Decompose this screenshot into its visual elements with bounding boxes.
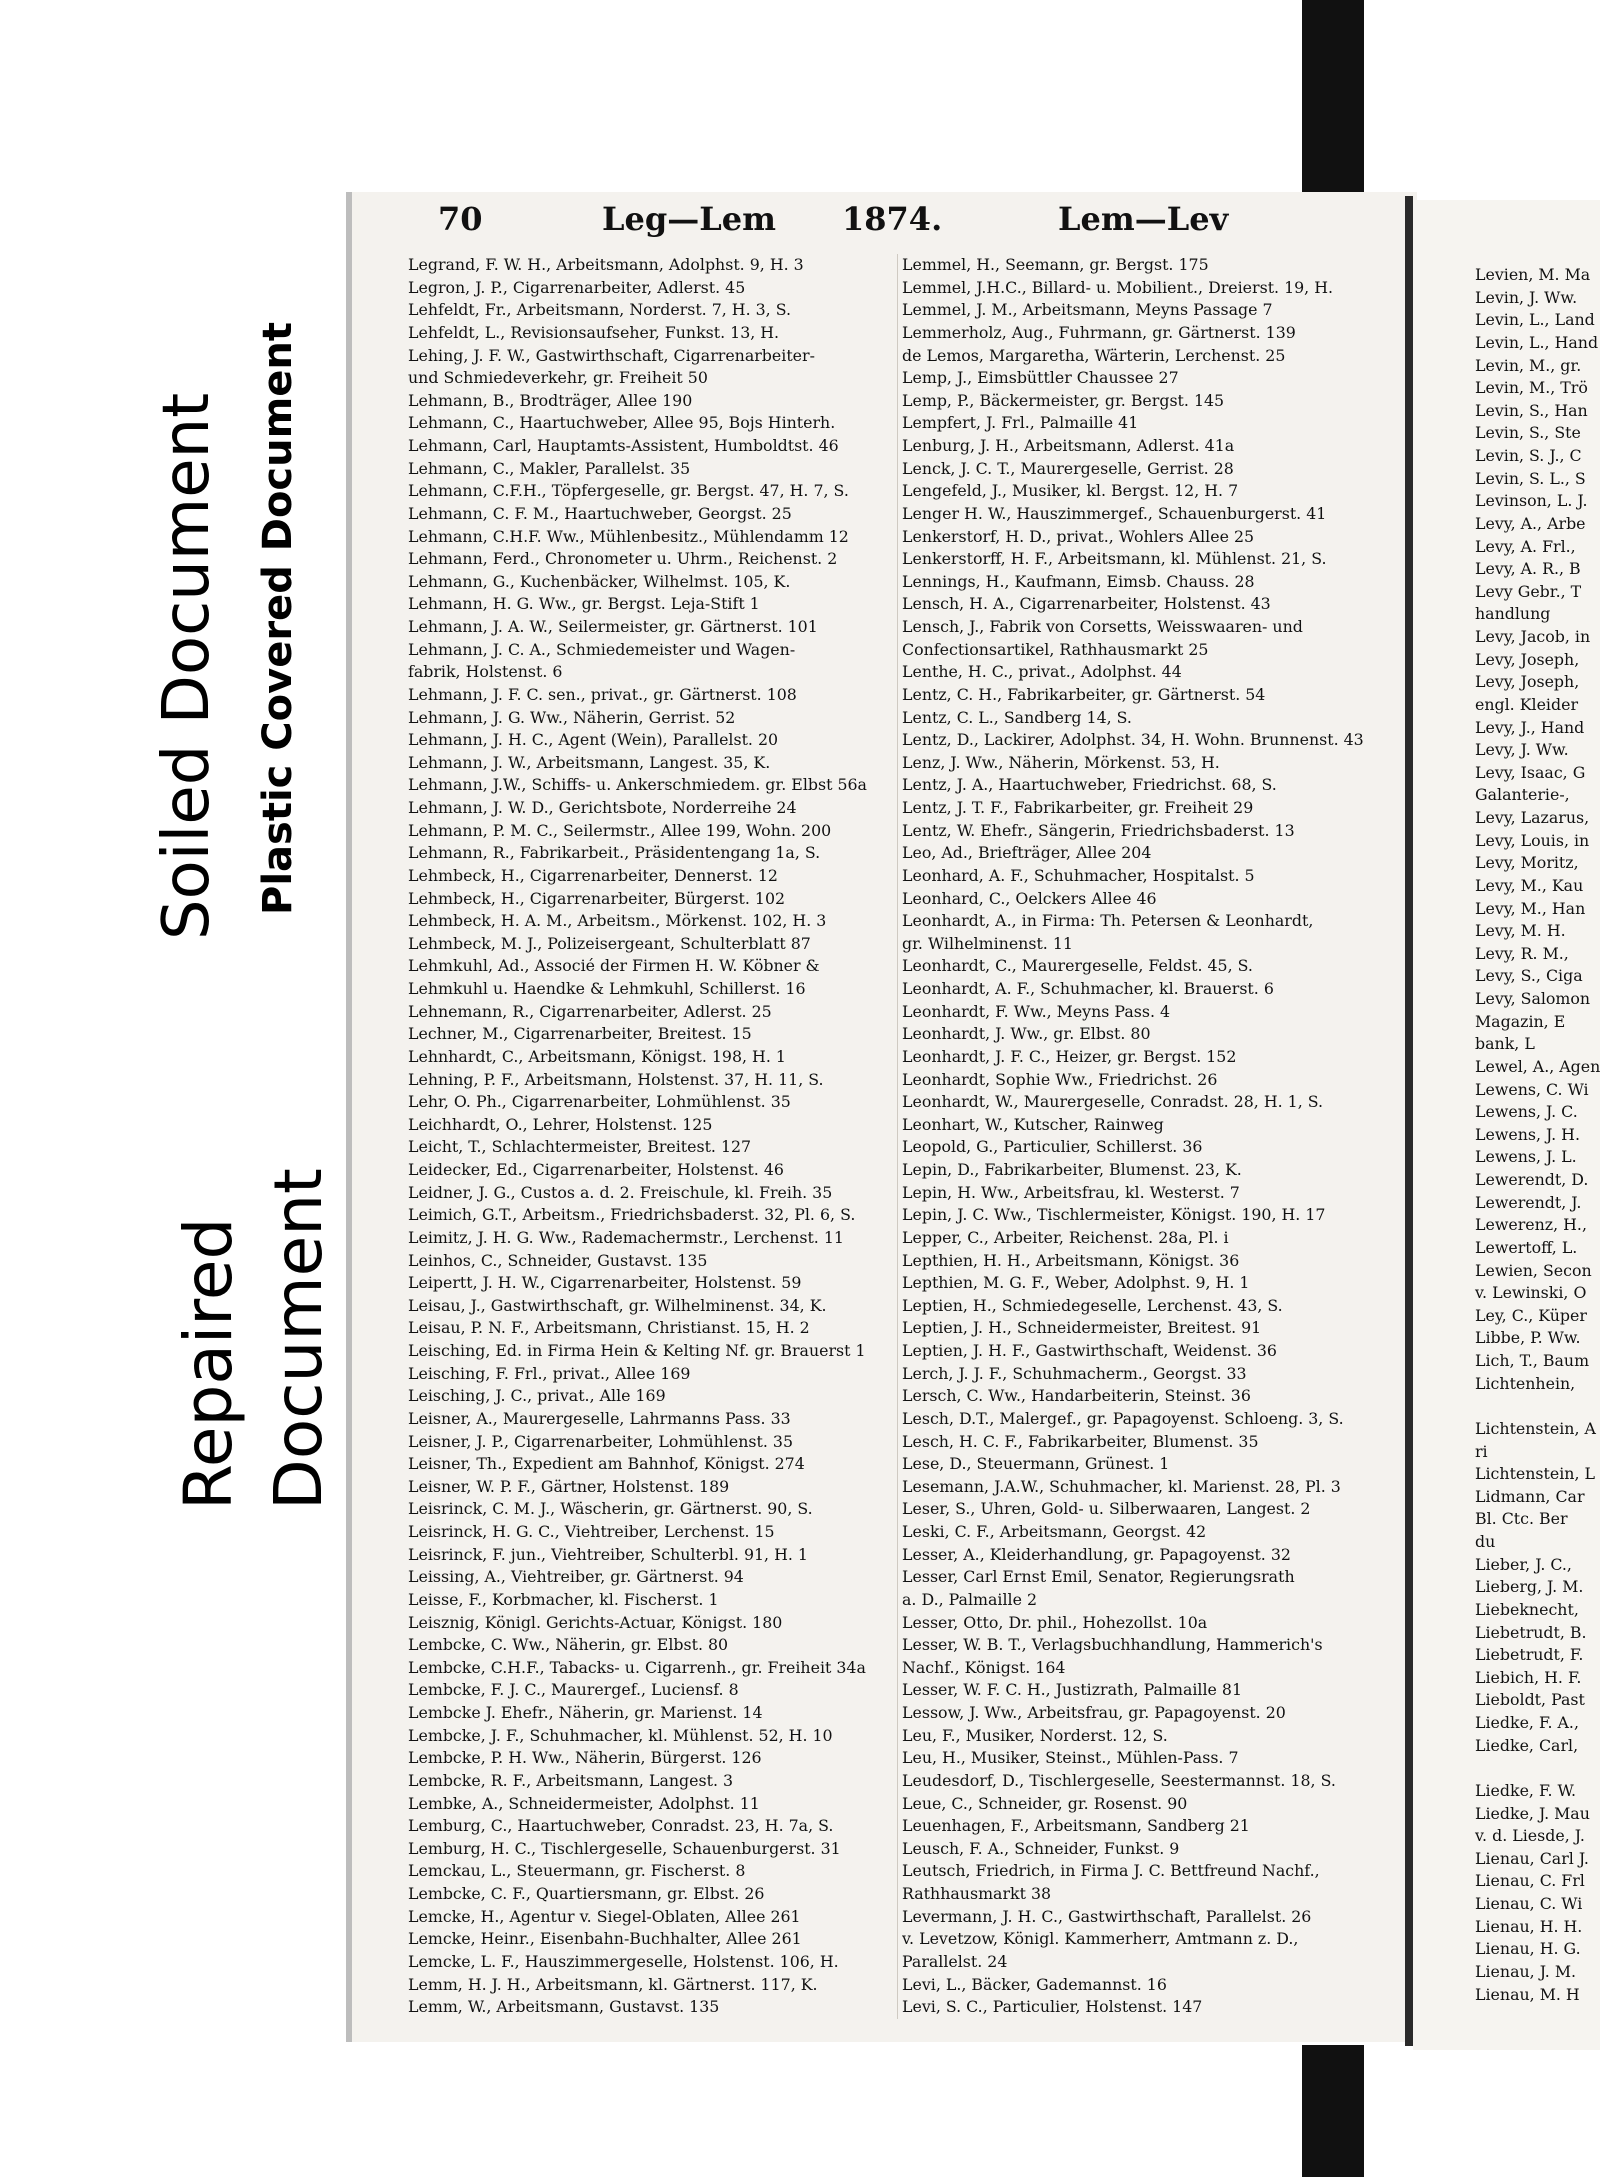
directory-entry-fragment: Liebetrudt, B.: [1475, 1622, 1587, 1642]
directory-entry-fragment: Liebeknecht,: [1475, 1599, 1579, 1619]
directory-entry: Leue, C., Schneider, gr. Rosenst. 90: [902, 1793, 1188, 1813]
directory-entry: Leptien, J. H., Schneidermeister, Breitest. 91: [902, 1318, 1262, 1338]
directory-page: [346, 192, 1417, 2042]
directory-entry-fragment: Levin, L., Hand: [1475, 332, 1599, 352]
directory-entry-fragment: Libbe, P. Ww.: [1475, 1328, 1581, 1348]
directory-entry: Lembcke, J. F., Schuhmacher, kl. Mühlenst. 52, H. 10: [408, 1725, 833, 1745]
directory-entry: Lentz, C. L., Sandberg 14, S.: [902, 707, 1132, 727]
directory-entry: Lembke, A., Schneidermeister, Adolphst. 11: [408, 1793, 760, 1813]
directory-entry: Lemburg, H. C., Tischlergeselle, Schauenburgerst. 31: [408, 1838, 841, 1858]
directory-entry-fragment: [1413, 1757, 1600, 1780]
directory-entry-fragment: Levy, S., Ciga: [1475, 966, 1583, 986]
directory-entry-fragment: Lich, T., Baum: [1475, 1351, 1590, 1370]
directory-entry: Lehmann, J. G. Ww., Näherin, Gerrist. 52: [408, 707, 736, 727]
directory-entry: Lesser, W. B. T., Verlagsbuchhandlung, Hammerich's: [902, 1635, 1323, 1655]
directory-entry: Lemmel, J.H.C., Billard- u. Mobilient., Dreierst. 19, H.: [902, 277, 1334, 297]
directory-entry: Legrand, F. W. H., Arbeitsmann, Adolphst. 9, H. 3: [408, 255, 804, 274]
directory-entry-fragment: Levy, M., Han: [1475, 898, 1586, 918]
directory-entry-fragment: Levy, Isaac, G: [1475, 762, 1586, 782]
directory-entry-fragment: Levy, J., Hand: [1475, 717, 1585, 737]
directory-entry: Lemburg, C., Haartuchweber, Conradst. 23, H. 7a, S.: [408, 1816, 834, 1836]
next-page-fragment: [1413, 200, 1600, 2050]
directory-entry: Lembcke, R. F., Arbeitsmann, Langest. 3: [408, 1770, 734, 1790]
directory-entry: Lepin, D., Fabrikarbeiter, Blumenst. 23, K.: [902, 1160, 1242, 1179]
directory-entry-fragment: v. Lewinski, O: [1475, 1283, 1587, 1303]
directory-entry: Lemp, J., Eimsbüttler Chaussee 27: [902, 368, 1179, 388]
directory-entry: Lehmann, C. F. M., Haartuchweber, Georgst. 25: [408, 503, 792, 523]
directory-entry: Lessow, J. Ww., Arbeitsfrau, gr. Papagoyenst. 20: [902, 1703, 1286, 1722]
directory-entry: Lehmann, J. A. W., Seilermeister, gr. Gärtnerst. 101: [408, 617, 818, 636]
directory-entry: Leonhardt, J. F. C., Heizer, gr. Bergst. 152: [902, 1046, 1237, 1066]
directory-entry: Lesser, W. F. C. H., Justizrath, Palmaille 81: [902, 1680, 1243, 1700]
directory-entry-fragment: Levin, L., Land: [1475, 310, 1595, 330]
directory-entry: Lennings, H., Kaufmann, Eimsb. Chauss. 28: [902, 571, 1255, 591]
directory-entry-fragment: bank, L: [1475, 1034, 1535, 1054]
directory-entry: Leonhardt, F. Ww., Meyns Pass. 4: [902, 1001, 1171, 1021]
directory-entry: Lehmann, C., Makler, Parallelst. 35: [408, 458, 691, 478]
directory-entry-fragment: ri: [1475, 1441, 1488, 1461]
directory-entry: Leissing, A., Viehtreiber, gr. Gärtnerst. 94: [408, 1567, 744, 1587]
directory-entry: Lehmann, J. F. C. sen., privat., gr. Gärtnerst. 108: [408, 684, 797, 704]
directory-entry-fragment: Lewens, J. H.: [1475, 1124, 1580, 1144]
directory-entry: Leonhardt, C., Maurergeselle, Feldst. 45, S.: [902, 956, 1253, 976]
repaired-label: Repaired: [170, 1217, 247, 1510]
directory-entry: Lensch, H. A., Cigarrenarbeiter, Holstenst. 43: [902, 594, 1271, 614]
directory-entry: Lenburg, J. H., Arbeitsmann, Adlerst. 41a: [902, 436, 1235, 455]
directory-entry: Leidner, J. G., Custos a. d. 2. Freischule, kl. Freih. 35: [408, 1182, 833, 1202]
directory-entry-fragment: Lewerendt, J.: [1475, 1192, 1582, 1212]
plastic-label: Plastic Covered Document: [255, 321, 301, 915]
directory-entry: Lemcke, Heinr., Eisenbahn-Buchhalter, Allee 261: [408, 1929, 802, 1949]
directory-entry: Lehfeldt, Fr., Arbeitsmann, Norderst. 7, H. 3, S.: [408, 300, 791, 320]
directory-entry-fragment: Levin, S., Han: [1475, 400, 1588, 420]
directory-entry-fragment: Levy, M., Kau: [1475, 875, 1584, 895]
directory-entry: Lemm, H. J. H., Arbeitsmann, kl. Gärtnerst. 117, K.: [408, 1974, 818, 1994]
directory-entry: Lehmann, H. G. Ww., gr. Bergst. Leja-Stift 1: [408, 594, 760, 614]
directory-entry: Legron, J. P., Cigarrenarbeiter, Adlerst. 45: [408, 277, 746, 297]
directory-entry-fragment: Levy, Moritz,: [1475, 853, 1579, 873]
scan-labels: [0, 0, 340, 2177]
left-range: Leg—Lem: [602, 200, 776, 238]
directory-entry: Leonhardt, Sophie Ww., Friedrichst. 26: [902, 1069, 1218, 1089]
directory-entry: Lepin, H. Ww., Arbeitsfrau, kl. Westerst. 7: [902, 1182, 1240, 1202]
directory-entry: Leonhardt, A. F., Schuhmacher, kl. Brauerst. 6: [902, 979, 1274, 998]
binding-tape-top: [1302, 0, 1364, 196]
directory-entry: Lehmbeck, M. J., Polizeisergeant, Schulterblatt 87: [408, 933, 811, 953]
directory-entry-fragment: Levinson, L. J.: [1475, 491, 1588, 511]
directory-entry: Lehmann, J. H. C., Agent (Wein), Parallelst. 20: [408, 730, 779, 750]
directory-entry: Lemm, W., Arbeitsmann, Gustavst. 135: [408, 1997, 720, 2017]
directory-entry: Leisner, J. P., Cigarrenarbeiter, Lohmühlenst. 35: [408, 1431, 794, 1451]
directory-entry: Leusch, F. A., Schneider, Funkst. 9: [902, 1838, 1180, 1858]
binding-tape-bottom: [1302, 2045, 1364, 2177]
directory-entry: a. D., Palmaille 2: [902, 1589, 1037, 1609]
directory-entry: Lemmel, J. M., Arbeitsmann, Meyns Passage 7: [902, 300, 1273, 320]
directory-entry: fabrik, Holstenst. 6: [408, 662, 563, 682]
directory-entry-fragment: Lienau, H. H.: [1475, 1916, 1583, 1936]
directory-entry-fragment: Lewens, J. L.: [1475, 1147, 1577, 1167]
directory-entry: Lese, D., Steuermann, Grünest. 1: [902, 1454, 1170, 1474]
directory-entry-fragment: Lichtenstein, L: [1475, 1464, 1595, 1484]
directory-entry: Lesch, D.T., Malergef., gr. Papagoyenst. Schloeng. 3, S.: [902, 1408, 1344, 1428]
directory-entry: Levermann, J. H. C., Gastwirthschaft, Parallelst. 26: [902, 1906, 1312, 1926]
directory-entry: Lehmann, J. C. A., Schmiedemeister und Wagen-: [408, 639, 796, 659]
directory-entry-fragment: Levy, J. Ww.: [1475, 740, 1569, 760]
directory-entry: Lenkerstorf, H. D., privat., Wohlers Allee 25: [902, 526, 1255, 546]
directory-entry: Leo, Ad., Briefträger, Allee 204: [902, 843, 1152, 863]
column-right: [897, 254, 1382, 2019]
directory-entry-fragment: Levy Gebr., T: [1475, 581, 1582, 601]
directory-entry: Leisau, P. N. F., Arbeitsmann, Christianst. 15, H. 2: [408, 1318, 810, 1338]
directory-entry-fragment: Liebetrudt, F.: [1475, 1645, 1584, 1665]
directory-entry-fragment: Lewerenz, H.,: [1475, 1215, 1587, 1235]
directory-entry: Leonhard, C., Oelckers Allee 46: [902, 888, 1157, 908]
directory-entry-fragment: Levy, Louis, in: [1475, 830, 1590, 850]
directory-entry-fragment: Lieber, J. C.,: [1475, 1554, 1572, 1574]
page-gutter: [1405, 196, 1413, 2046]
directory-entry: Lehmann, J. W. D., Gerichtsbote, Norderreihe 24: [408, 798, 797, 817]
directory-entry-fragment: [1413, 1395, 1600, 1418]
directory-entry: Leichhardt, O., Lehrer, Holstenst. 125: [408, 1114, 713, 1134]
directory-entry: Lesemann, J.A.W., Schuhmacher, kl. Marienst. 28, Pl. 3: [902, 1476, 1341, 1496]
directory-entry: Leonhardt, W., Maurergeselle, Conradst. 28, H. 1, S.: [902, 1092, 1324, 1112]
directory-entry: Lembcke, P. H. Ww., Näherin, Bürgerst. 126: [408, 1748, 762, 1768]
directory-entry: Levi, L., Bäcker, Gademannst. 16: [902, 1974, 1167, 1994]
directory-entry: Leisse, F., Korbmacher, kl. Fischerst. 1: [408, 1589, 719, 1609]
directory-entry: Leptien, H., Schmiedegeselle, Lerchenst. 43, S.: [902, 1295, 1283, 1315]
directory-entry: Lehmkuhl, Ad., Associé der Firmen H. W. Köbner &: [408, 956, 820, 976]
directory-entry: Lerch, J. J. F., Schuhmacherm., Georgst. 33: [902, 1363, 1247, 1383]
directory-entry-fragment: Lichtenstein, A: [1475, 1418, 1596, 1438]
directory-entry-fragment: Lienau, C. Frl: [1475, 1871, 1585, 1891]
directory-entry: Leonhardt, A., in Firma: Th. Petersen & Leonhardt,: [902, 911, 1314, 931]
directory-entry-fragment: Levy, Joseph,: [1475, 672, 1580, 692]
directory-entry: Lepthien, M. G. F., Weber, Adolphst. 9, H. 1: [902, 1273, 1250, 1293]
directory-entry-fragment: Liedke, Carl,: [1475, 1735, 1579, 1755]
directory-entry: Lesser, A., Kleiderhandlung, gr. Papagoyenst. 32: [902, 1544, 1291, 1564]
directory-entry: Lemmel, H., Seemann, gr. Bergst. 175: [902, 255, 1209, 274]
directory-entry: Confectionsartikel, Rathhausmarkt 25: [902, 639, 1209, 659]
directory-entry: Lengefeld, J., Musiker, kl. Bergst. 12, H. 7: [902, 481, 1239, 501]
directory-entry-fragment: Levy, A., Arbe: [1475, 513, 1586, 533]
directory-entry-fragment: Liedke, F. A.,: [1475, 1713, 1579, 1732]
directory-entry: Lesser, Otto, Dr. phil., Hohezollst. 10a: [902, 1612, 1208, 1632]
page-number: 70: [438, 200, 483, 238]
directory-entry: Leudesdorf, D., Tischlergeselle, Seestermannst. 18, S.: [902, 1770, 1336, 1790]
directory-entry: Leuenhagen, F., Arbeitsmann, Sandberg 21: [902, 1816, 1250, 1836]
directory-entry: Leonhard, A. F., Schuhmacher, Hospitalst. 5: [902, 865, 1255, 885]
directory-entry-fragment: Lieberg, J. M.: [1475, 1577, 1584, 1597]
directory-entry: Lentz, J. A., Haartuchweber, Friedrichst. 68, S.: [902, 775, 1277, 795]
directory-entry: Lemp, P., Bäckermeister, gr. Bergst. 145: [902, 390, 1225, 410]
directory-entry: Lembcke, F. J. C., Maurergef., Luciensf. 8: [408, 1680, 739, 1700]
directory-entry-fragment: Levy, A. Frl.,: [1475, 536, 1576, 556]
directory-entry: Lehmann, Carl, Hauptamts-Assistent, Humboldtst. 46: [408, 436, 839, 455]
directory-entry: Leidecker, Ed., Cigarrenarbeiter, Holstenst. 46: [408, 1160, 784, 1179]
directory-entry: Lehmann, C.F.H., Töpfergeselle, gr. Bergst. 47, H. 7, S.: [408, 481, 849, 501]
directory-entry-fragment: Levy, Jacob, in: [1475, 627, 1591, 646]
directory-entry: Lesch, H. C. F., Fabrikarbeiter, Blumenst. 35: [902, 1431, 1259, 1451]
directory-entry-fragment: Galanterie-,: [1475, 785, 1570, 805]
directory-entry-fragment: Lewel, A., Agen: [1475, 1056, 1600, 1076]
directory-entry: Lehmann, C., Haartuchweber, Allee 95, Bojs Hinterh.: [408, 413, 836, 433]
directory-entry: Leopold, G., Particulier, Schillerst. 36: [902, 1137, 1203, 1157]
directory-entry: Leisner, Th., Expedient am Bahnhof, Königst. 274: [408, 1454, 805, 1474]
directory-entry: Leser, S., Uhren, Gold- u. Silberwaaren, Langest. 2: [902, 1499, 1311, 1519]
directory-entry: Leu, H., Musiker, Steinst., Mühlen-Pass. 7: [902, 1748, 1239, 1768]
directory-entry-fragment: handlung: [1475, 604, 1551, 624]
directory-entry: Lehing, J. F. W., Gastwirthschaft, Cigarrenarbeiter-: [408, 345, 815, 365]
directory-entry: Levi, S. C., Particulier, Holstenst. 147: [902, 1997, 1203, 2017]
directory-entry: Lenger H. W., Hauszimmergef., Schauenburgerst. 41: [902, 503, 1327, 523]
directory-entry: Lepin, J. C. Ww., Tischlermeister, Königst. 190, H. 17: [902, 1205, 1326, 1225]
directory-entry-fragment: Levin, M., Trö: [1475, 378, 1588, 398]
directory-entry: Lemmerholz, Aug., Fuhrmann, gr. Gärtnerst. 139: [902, 322, 1296, 342]
directory-entry-fragment: Levy, Lazarus,: [1475, 808, 1590, 827]
directory-entry: gr. Wilhelminenst. 11: [902, 933, 1073, 953]
directory-entry-fragment: Liedke, F. W.: [1475, 1780, 1577, 1800]
directory-entry: Nachf., Königst. 164: [902, 1657, 1066, 1677]
directory-entry: Lemckau, L., Steuermann, gr. Fischerst. 8: [408, 1861, 746, 1881]
directory-entry-fragment: Levin, M., gr.: [1475, 355, 1582, 375]
directory-entry-fragment: Levin, S. J., C: [1475, 446, 1582, 465]
directory-entry: Lembcke, C. Ww., Näherin, gr. Elbst. 80: [408, 1635, 729, 1655]
directory-entry: Lehmann, J.W., Schiffs- u. Ankerschmiedem. gr. Elbst 56a: [408, 775, 867, 795]
directory-entry: Lehmkuhl u. Haendke & Lehmkuhl, Schillerst. 16: [408, 979, 806, 998]
directory-entry: Lentz, D., Lackirer, Adolphst. 34, H. Wohn. Brunnenst. 43: [902, 730, 1364, 750]
directory-entry-fragment: Levy, A. R., B: [1475, 559, 1581, 579]
directory-entry-fragment: Lienau, M. H: [1475, 1984, 1580, 2004]
directory-entry-fragment: Liedke, J. Mau: [1475, 1803, 1590, 1823]
directory-entry: Lehr, O. Ph., Cigarrenarbeiter, Lohmühlenst. 35: [408, 1092, 791, 1112]
column-left: [408, 254, 894, 2019]
right-range: Lem—Lev: [1058, 200, 1229, 238]
directory-entry: Lensch, J., Fabrik von Corsetts, Weisswaaren- und: [902, 617, 1303, 636]
directory-entry: Leonhardt, J. Ww., gr. Elbst. 80: [902, 1024, 1151, 1044]
directory-entry: Lehmbeck, H., Cigarrenarbeiter, Bürgerst. 102: [408, 888, 786, 908]
directory-entry-fragment: Lewien, Secon: [1475, 1260, 1592, 1280]
directory-entry-fragment: Levin, S., Ste: [1475, 423, 1581, 443]
directory-entry: Lehmann, P. M. C., Seilermstr., Allee 199, Wohn. 200: [408, 820, 832, 840]
directory-entry: Leisrinck, F. jun., Viehtreiber, Schulterbl. 91, H. 1: [408, 1544, 808, 1564]
directory-entry: Leisrinck, H. G. C., Viehtreiber, Lerchenst. 15: [408, 1522, 775, 1541]
directory-entry-fragment: Magazin, E: [1475, 1011, 1566, 1031]
directory-entry: Lembcke, C. F., Quartiersmann, gr. Elbst. 26: [408, 1884, 765, 1903]
directory-entry-fragment: Levien, M. Ma: [1475, 265, 1591, 284]
directory-entry: Lehning, P. F., Arbeitsmann, Holstenst. 37, H. 11, S.: [408, 1069, 824, 1089]
directory-entry: Lenck, J. C. T., Maurergeselle, Gerrist. 28: [902, 458, 1234, 478]
directory-entry: Lemcke, H., Agentur v. Siegel-Oblaten, Allee 261: [408, 1906, 801, 1926]
directory-entry: Lehmann, J. W., Arbeitsmann, Langest. 35, K.: [408, 752, 771, 772]
directory-entry-fragment: v. d. Liesde, J.: [1475, 1826, 1585, 1846]
directory-entry: Lehmann, C.H.F. Ww., Mühlenbesitz., Mühlendamm 12: [408, 526, 849, 546]
directory-entry-fragment: Liebich, H. F.: [1475, 1667, 1582, 1687]
directory-entry-fragment: Bl. Ctc. Ber: [1475, 1509, 1568, 1529]
directory-entry: Leinhos, C., Schneider, Gustavst. 135: [408, 1250, 708, 1270]
directory-entry: Lempfert, J. Frl., Palmaille 41: [902, 413, 1139, 433]
directory-entry: Leisching, J. C., privat., Alle 169: [408, 1386, 666, 1406]
directory-entry: Leptien, J. H. F., Gastwirthschaft, Weidenst. 36: [902, 1341, 1277, 1360]
directory-entry: Lehnhardt, C., Arbeitsmann, Königst. 198, H. 1: [408, 1046, 786, 1066]
directory-entry-fragment: Levy, R. M.,: [1475, 943, 1569, 963]
directory-entry-fragment: Lienau, J. M.: [1475, 1961, 1577, 1981]
column-fragment: [1413, 264, 1600, 2006]
directory-entry: Leutsch, Friedrich, in Firma J. C. Bettfreund Nachf.,: [902, 1861, 1320, 1881]
directory-entry: Leisching, Ed. in Firma Hein & Kelting Nf. gr. Brauerst 1: [408, 1341, 866, 1360]
directory-entry-fragment: Lienau, H. G.: [1475, 1939, 1581, 1959]
directory-entry: Lentz, J. T. F., Fabrikarbeiter, gr. Freiheit 29: [902, 798, 1254, 817]
directory-entry: Leisner, W. P. F., Gärtner, Holstenst. 189: [408, 1476, 730, 1496]
page-header: [352, 200, 1417, 246]
directory-entry: Lehmann, R., Fabrikarbeit., Präsidentengang 1a, S.: [408, 843, 821, 863]
directory-entry-fragment: Levy, M. H.: [1475, 921, 1566, 941]
directory-entry: de Lemos, Margaretha, Wärterin, Lerchenst. 25: [902, 345, 1286, 365]
directory-entry: Leisau, J., Gastwirthschaft, gr. Wilhelminenst. 34, K.: [408, 1295, 827, 1315]
directory-entry: Leimich, G.T., Arbeitsm., Friedrichsbaderst. 32, Pl. 6, S.: [408, 1205, 856, 1225]
directory-entry-fragment: Ley, C., Küper: [1475, 1305, 1587, 1325]
directory-entry-fragment: Levy, Joseph,: [1475, 649, 1580, 669]
directory-entry: Parallelst. 24: [902, 1951, 1008, 1971]
directory-entry: Lehmann, G., Kuchenbäcker, Wilhelmst. 105, K.: [408, 571, 791, 591]
directory-entry-fragment: Lienau, C. Wi: [1475, 1894, 1583, 1913]
directory-entry-fragment: Levin, S. L., S: [1475, 468, 1586, 488]
directory-entry-fragment: engl. Kleider: [1475, 694, 1578, 714]
directory-entry-fragment: Lidmann, Car: [1475, 1486, 1585, 1506]
directory-entry: Rathhausmarkt 38: [902, 1884, 1052, 1903]
directory-entry-fragment: Lewerendt, D.: [1475, 1170, 1589, 1189]
directory-entry: Lenz, J. Ww., Näherin, Mörkenst. 53, H.: [902, 752, 1220, 772]
directory-entry: Leipertt, J. H. W., Cigarrenarbeiter, Holstenst. 59: [408, 1273, 802, 1293]
directory-entry: Leisznig, Königl. Gerichts-Actuar, Königst. 180: [408, 1612, 783, 1632]
directory-entry: Lesser, Carl Ernst Emil, Senator, Regierungsrath: [902, 1567, 1295, 1587]
directory-entry-fragment: du: [1475, 1532, 1496, 1551]
directory-entry: Leski, C. F., Arbeitsmann, Georgst. 42: [902, 1522, 1207, 1541]
directory-entry: und Schmiedeverkehr, gr. Freiheit 50: [408, 368, 708, 388]
directory-entry: Lechner, M., Cigarrenarbeiter, Breitest. 15: [408, 1024, 752, 1044]
directory-entry-fragment: Lewens, C. Wi: [1475, 1079, 1589, 1099]
soiled-label: Soiled Document: [150, 392, 224, 940]
directory-entry: Leu, F., Musiker, Norderst. 12, S.: [902, 1725, 1168, 1745]
directory-entry: Leisner, A., Maurergeselle, Lahrmanns Pass. 33: [408, 1408, 791, 1428]
directory-entry: Leisrinck, C. M. J., Wäscherin, gr. Gärtnerst. 90, S.: [408, 1499, 813, 1519]
directory-entry-fragment: Lieboldt, Past: [1475, 1690, 1585, 1710]
directory-entry: Lehmbeck, H. A. M., Arbeitsm., Mörkenst. 102, H. 3: [408, 911, 827, 931]
directory-entry: Lentz, W. Ehefr., Sängerin, Friedrichsbaderst. 13: [902, 820, 1295, 840]
directory-entry: Lepthien, H. H., Arbeitsmann, Königst. 36: [902, 1250, 1240, 1270]
directory-entry-fragment: Lewertoff, L.: [1475, 1237, 1578, 1257]
directory-entry-fragment: Levy, Salomon: [1475, 989, 1591, 1008]
directory-entry: Lenthe, H. C., privat., Adolphst. 44: [902, 662, 1182, 682]
directory-entry: Leisching, F. Frl., privat., Allee 169: [408, 1363, 691, 1383]
directory-entry: Lehmann, Ferd., Chronometer u. Uhrm., Reichenst. 2: [408, 549, 838, 569]
directory-entry: Lemcke, L. F., Hauszimmergeselle, Holstenst. 106, H.: [408, 1951, 839, 1971]
directory-entry: Leicht, T., Schlachtermeister, Breitest. 127: [408, 1137, 752, 1157]
directory-entry: Lehmbeck, H., Cigarrenarbeiter, Dennerst. 12: [408, 865, 778, 885]
directory-entry: Lepper, C., Arbeiter, Reichenst. 28a, Pl. i: [902, 1227, 1229, 1247]
directory-entry: Lentz, C. H., Fabrikarbeiter, gr. Gärtnerst. 54: [902, 684, 1266, 704]
directory-entry: Lembcke J. Ehefr., Näherin, gr. Marienst. 14: [408, 1703, 763, 1722]
directory-entry-fragment: Lewens, J. C.: [1475, 1102, 1578, 1122]
year: 1874.: [842, 200, 943, 238]
directory-entry: Lehnemann, R., Cigarrenarbeiter, Adlerst. 25: [408, 1001, 772, 1021]
directory-entry: Leimitz, J. H. G. Ww., Rademachermstr., Lerchenst. 11: [408, 1227, 844, 1247]
directory-entry-fragment: Lienau, Carl J.: [1475, 1848, 1589, 1868]
directory-entry: Lembcke, C.H.F., Tabacks- u. Cigarrenh., gr. Freiheit 34a: [408, 1657, 866, 1677]
directory-entry-fragment: Lichtenhein,: [1475, 1373, 1576, 1393]
directory-entry: Lehmann, B., Brodträger, Allee 190: [408, 390, 693, 410]
directory-entry: Leonhart, W., Kutscher, Rainweg: [902, 1114, 1164, 1134]
repaired-document-label: Document: [260, 1168, 337, 1510]
directory-entry: Lenkerstorff, H. F., Arbeitsmann, kl. Mühlenst. 21, S.: [902, 549, 1327, 569]
directory-entry: Lehfeldt, L., Revisionsaufseher, Funkst. 13, H.: [408, 322, 780, 342]
directory-entry-fragment: Levin, J. Ww.: [1475, 287, 1578, 307]
directory-entry: Lersch, C. Ww., Handarbeiterin, Steinst. 36: [902, 1386, 1251, 1406]
directory-entry: v. Levetzow, Königl. Kammerherr, Amtmann z. D.,: [902, 1929, 1299, 1949]
